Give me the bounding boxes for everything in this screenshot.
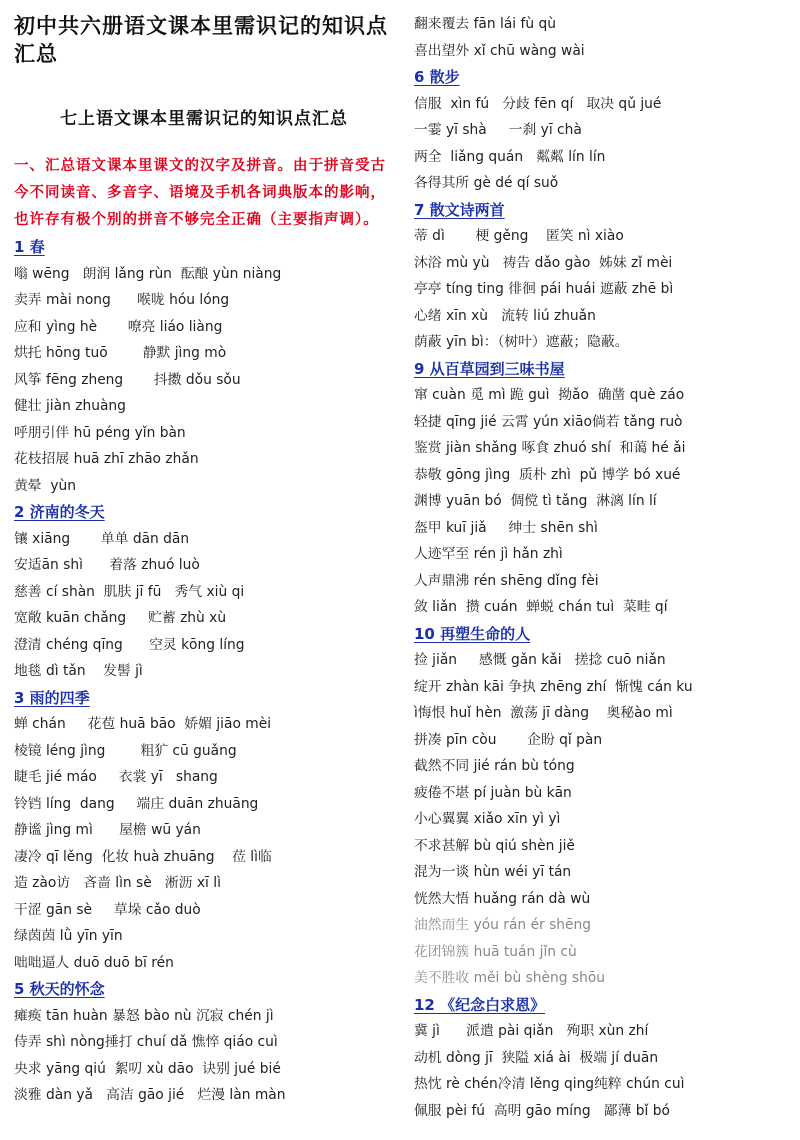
vocab-line: 截然不同 jié rán bù tóng	[414, 758, 575, 774]
vocab-line: 蒂 dì 梗 gěng 匿笑 nì xiào	[414, 228, 624, 244]
vocab-line: 花团锦簇 huā tuán jǐn cù	[414, 943, 577, 960]
lesson-heading	[414, 356, 794, 383]
vocab-line: 咄咄逼人 duō duō bī rén	[14, 954, 174, 971]
vocab-line: 疲倦不堪 pí juàn bù kān	[414, 784, 572, 801]
vocab-line: 蝉 chán 花苞 huā bāo 娇媚 jiāo mèi	[14, 716, 272, 732]
vocab-line: 荫蔽 yīn bì：（树叶）遮蔽；隐蔽。	[414, 334, 629, 350]
vocab-line: 喜出望外 xǐ chū wàng wài	[414, 42, 585, 59]
lesson-heading-text: 10 再塑生命的人	[414, 624, 531, 643]
vocab-line: 嗡 wēng 朗润 lǎng rùn 酝酿 yùn niàng	[14, 265, 282, 282]
vocab-line: 敛 liǎn 攒 cuán 蝉蜕 chán tuì 菜畦 qí	[414, 599, 668, 615]
vocab-line: 人声鼎沸 rén shēng dǐng fèi	[414, 572, 599, 589]
document-title: 初中共六册语文课本里需识记的知识点汇总	[14, 13, 388, 66]
vocab-line: 花枝招展 huā zhī zhāo zhǎn	[14, 451, 199, 467]
lesson-heading	[414, 621, 794, 648]
vocab-line: 人迹罕至 rén jì hǎn zhì	[414, 546, 563, 562]
vocab-line: 小心翼翼 xiǎo xīn yì yì	[414, 811, 561, 827]
vocab-line: 造 zào访 吝啬 lìn sè 淅沥 xī lì	[14, 875, 221, 891]
vocab-line: 各得其所 gè dé qí suǒ	[414, 175, 559, 191]
left-sections	[14, 234, 394, 1109]
vocab-line: 凄冷 qī lěng 化妆 huà zhuāng 莅 lì临	[14, 848, 272, 865]
lesson-heading	[14, 685, 394, 712]
lesson-heading-text: 3 雨的四季	[14, 688, 90, 707]
vocab-line: 应和 yìng hè 嘹亮 liáo liàng	[14, 318, 223, 335]
vocab-line: 健壮 jiàn zhuàng	[14, 398, 126, 414]
lesson-heading-text: 6 散步	[414, 68, 460, 86]
vocab-line: 静谧 jìng mì 屋檐 wū yán	[14, 822, 201, 838]
vocab-line: 心绪 xīn xù 流转 liú zhuǎn	[414, 307, 596, 324]
vocab-line: 捡 jiǎn 感慨 gǎn kǎi 搓捻 cuō niǎn	[414, 652, 666, 668]
vocab-line: 卖弄 mài nong 喉咙 hóu lóng	[14, 292, 230, 308]
vocab-line: 慈善 cí shàn 肌肤 jī fū 秀气 xiù qi	[14, 583, 245, 600]
vocab-line: 干涩 gān sè 草垛 cǎo duò	[14, 901, 201, 918]
lesson-heading-text: 5 秋天的怀念	[14, 980, 105, 998]
vocab-line: 铃铛 líng dang 端庄 duān zhuāng	[14, 795, 259, 812]
lesson-heading	[14, 234, 394, 261]
lesson-heading-text: 9 从百草园到三味书屋	[414, 359, 565, 378]
lesson-heading-text: 12 《纪念白求恩》	[414, 995, 546, 1014]
vocab-line: 澄清 chéng qīng 空灵 kōng líng	[14, 636, 245, 653]
vocab-line: 恍然大悟 huǎng rán dà wù	[414, 890, 591, 907]
vocab-line: 瘫痪 tān huàn 暴怒 bào nù 沉寂 chén jì	[14, 1007, 274, 1024]
vocab-line: 信服 xìn fú 分歧 fēn qí 取决 qǔ jué	[414, 95, 662, 112]
lesson-heading	[414, 64, 794, 91]
vocab-line: 不求甚解 bù qiú shèn jiě	[414, 837, 575, 854]
vocab-line: 呼朋引伴 hū péng yǐn bàn	[14, 424, 186, 441]
lesson-heading-text: 2 济南的冬天	[14, 503, 105, 521]
vocab-line: 油然而生 yóu rán ér shēng	[414, 917, 592, 933]
lesson-heading	[14, 976, 394, 1003]
right-column	[414, 0, 794, 1124]
vocab-line: 棱镜 léng jìng 粗犷 cū guǎng	[14, 742, 237, 759]
section-subtitle: 七上语文课本里需识记的知识点汇总	[60, 109, 348, 129]
vocab-line: 混为一谈 hùn wéi yī tán	[414, 864, 572, 880]
vocab-line: 宽敞 kuān chǎng 贮蓄 zhù xù	[14, 610, 227, 626]
vocab-line: 亭亭 tíng ting 徘徊 pái huái 遮蔽 zhē bì	[414, 281, 674, 297]
lesson-heading-text: 1 春	[14, 238, 45, 256]
vocab-line: 两全 liǎng quán 粼粼 lín lín	[414, 148, 606, 165]
lesson-heading-text: 7 散文诗两首	[414, 200, 505, 219]
vocab-line: ì悔恨 huǐ hèn 激荡 jī dàng 奥秘ào mì	[414, 705, 673, 721]
vocab-line: 绽开 zhàn kāi 争执 zhēng zhí 惭愧 cán ku	[414, 678, 693, 695]
vocab-line: 动机 dòng jī 狭隘 xiá ài 极端 jí duān	[414, 1049, 659, 1066]
vocab-line: 镶 xiāng 单单 dān dān	[14, 530, 190, 547]
right-sections	[414, 11, 794, 1124]
vocab-line: 一霎 yī shà 一刹 yī chà	[414, 122, 582, 138]
vocab-line: 央求 yāng qiú 絮叨 xù dāo 诀别 jué bié	[14, 1060, 281, 1077]
lesson-heading	[414, 992, 794, 1019]
vocab-line: 地毯 dì tǎn 发髻 jì	[14, 663, 143, 679]
vocab-line: 沐浴 mù yù 祷告 dǎo gào 姊妹 zǐ mèi	[414, 254, 673, 271]
vocab-line: 烘托 hōng tuō 静默 jìng mò	[14, 345, 227, 361]
vocab-line: 绿茵茵 lǜ yīn yīn	[14, 928, 123, 944]
vocab-line: 佩服 pèi fú 高明 gāo míng 鄙薄 bǐ bó	[414, 1102, 670, 1119]
vocab-line: 轻捷 qīng jié 云霄 yún xiāo倘若 tǎng ruò	[414, 413, 683, 430]
vocab-line: 黄晕 yùn	[14, 477, 77, 494]
notice-paragraph: 一、汇总语文课本里课文的汉字及拼音。由于拼音受古今不同读音、多音字、语境及手机各词典版本的影响，也许存有极个别的拼音不够完全正确（主要指声调）。	[14, 158, 386, 228]
vocab-line: 淡雅 dàn yǎ 高洁 gāo jié 烂漫 làn màn	[14, 1087, 286, 1103]
vocab-line: 侍弄 shì nòng捶打 chuí dǎ 憔悴 qiáo cuì	[14, 1034, 278, 1050]
vocab-line: 热忱 rè chén冷清 lěng qing纯粹 chún cuì	[414, 1076, 685, 1092]
vocab-line: 冀 jì 派遣 pài qiǎn 殉职 xùn zhí	[414, 1023, 649, 1039]
vocab-line: 拼凑 pīn còu 企盼 qǐ pàn	[414, 731, 603, 748]
left-column	[14, 0, 394, 1109]
vocab-line: 盔甲 kuī jiǎ 绅士 shēn shì	[414, 519, 598, 536]
lesson-heading	[14, 499, 394, 526]
vocab-line: 睫毛 jié máo 衣裳 yī shang	[14, 769, 218, 785]
vocab-line: 翻来覆去 fān lái fù qù	[414, 16, 557, 32]
vocab-line: 鉴赏 jiàn shǎng 啄食 zhuó shí 和蔼 hé ǎi	[414, 440, 686, 456]
vocab-line: 恭敬 gōng jìng 质朴 zhì pǔ 博学 bó xué	[414, 466, 681, 483]
vocab-line: 安适ān shì 着落 zhuó luò	[14, 557, 200, 573]
vocab-line: 美不胜收 měi bù shèng shōu	[414, 970, 606, 986]
vocab-line: 风筝 fēng zheng 抖擞 dǒu sǒu	[14, 371, 241, 388]
vocab-line: 渊博 yuān bó 倜傥 tì tǎng 淋漓 lín lí	[414, 493, 657, 509]
lesson-heading	[414, 197, 794, 224]
vocab-line: 窜 cuàn 觅 mì 跪 guì 拗ǎo 确凿 què záo	[414, 387, 685, 403]
